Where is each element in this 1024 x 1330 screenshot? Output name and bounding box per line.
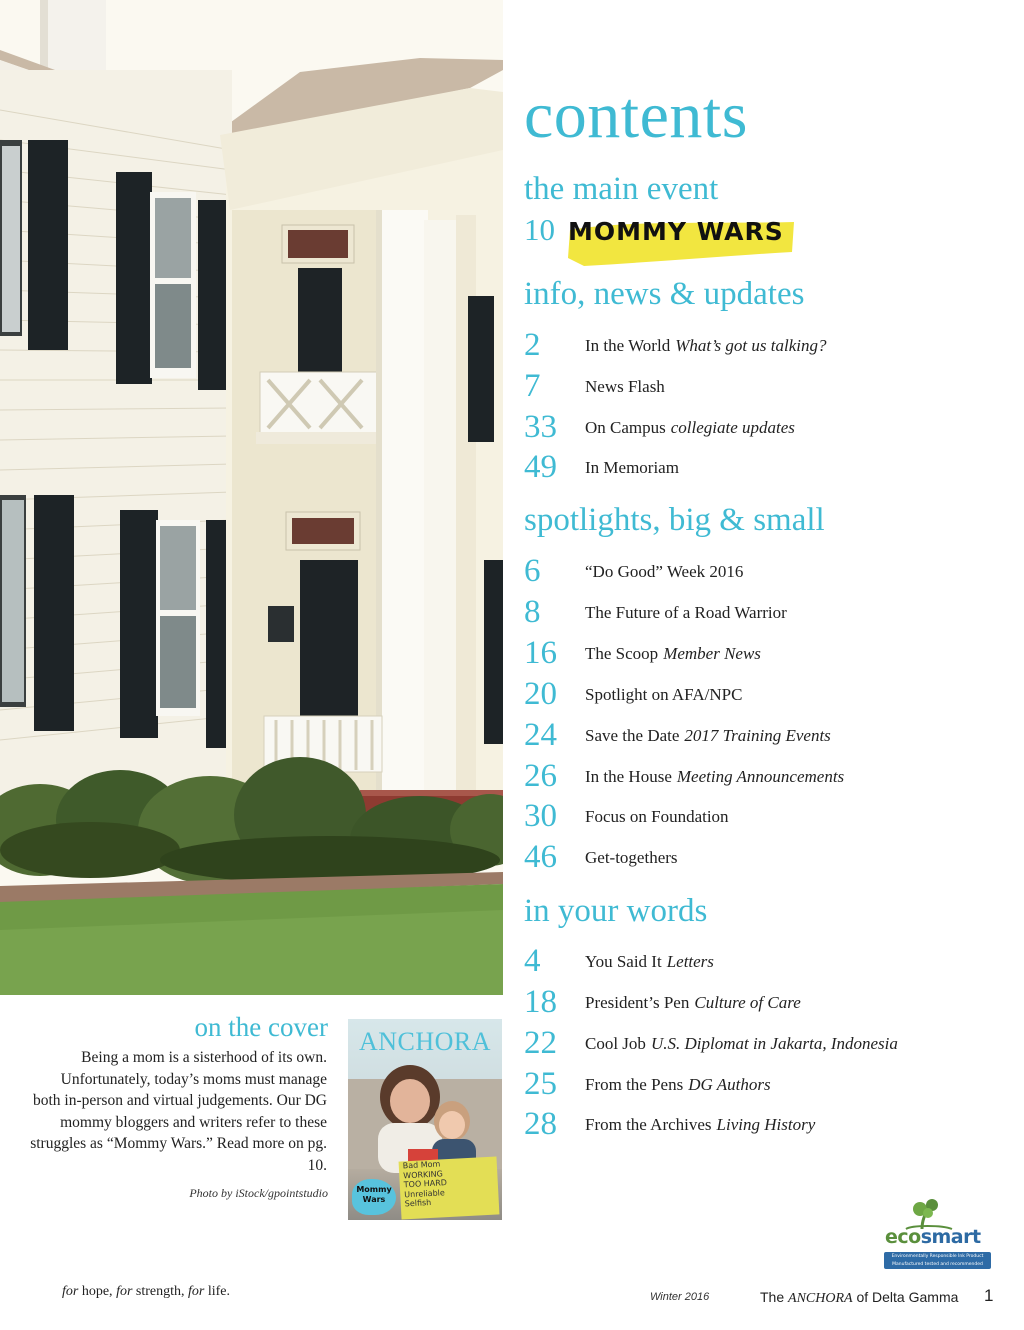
ecosmart-word-part1: eco (885, 1226, 921, 1248)
toc-entry[interactable] (524, 941, 994, 981)
tagline-for: for (62, 1284, 79, 1299)
page-number: 49 (524, 449, 557, 485)
entry-subtitle: Living History (716, 1115, 816, 1134)
toc-entry[interactable] (524, 447, 994, 487)
entry-title: You Said It (585, 952, 662, 971)
section-heading-info: info, news & updates (524, 276, 805, 312)
toc-entry[interactable] (524, 837, 994, 877)
page-number: 22 (524, 1025, 557, 1061)
page-number: 25 (524, 1066, 557, 1102)
ecosmart-caption-line2: Manufactured tested and recommended (892, 1262, 983, 1267)
entry-title: In the World (585, 336, 671, 355)
contents-title: contents (524, 79, 748, 152)
magazine-name: ANCHORA (788, 1291, 853, 1306)
toc-entry[interactable] (524, 674, 994, 714)
toc-entry[interactable] (524, 982, 994, 1022)
ecosmart-wordmark (885, 1226, 981, 1248)
page-number: 4 (524, 943, 541, 979)
magazine-rest: of Delta Gamma (852, 1289, 959, 1305)
entry-title: President’s Pen (585, 993, 690, 1012)
page-number: 7 (524, 368, 541, 404)
page-number: 6 (524, 553, 541, 589)
entry-title: The Future of a Road Warrior (585, 603, 787, 622)
on-the-cover-text: Being a mom is a sisterhood of its own. Unfortunately, today’s moms must manage both in-person and virtual judgements. Our DG mommy bloggers and writers refer to these struggles as “Mommy Wars.” Read more on pg. 10. (30, 1049, 327, 1174)
entry-subtitle: collegiate updates (670, 418, 795, 437)
page-number: 8 (524, 594, 541, 630)
entry-title: In the House (585, 767, 672, 786)
cover-word: TOO HARD (403, 1178, 448, 1190)
cover-masthead: ANCHORA (358, 1027, 492, 1056)
page-number: 2 (524, 327, 541, 363)
page-number: 33 (524, 409, 557, 445)
entry-title: Save the Date (585, 726, 680, 745)
entry-title: On Campus (585, 418, 666, 437)
entry-title: News Flash (585, 377, 665, 396)
photo-credit: Photo by iStock/gpointstudio (189, 1186, 328, 1200)
entry-subtitle: DG Authors (688, 1075, 771, 1094)
entry-title: Focus on Foundation (585, 807, 729, 826)
cover-badge-line2: Wars (362, 1195, 386, 1204)
ecosmart-caption (884, 1252, 991, 1269)
entry-subtitle: Meeting Announcements (676, 767, 845, 786)
page-number: 16 (524, 635, 557, 671)
main-event-heading: the main event (524, 171, 719, 207)
cover-word-collage (399, 1156, 500, 1219)
footer-issue: Winter 2016 (650, 1291, 710, 1303)
toc-entry[interactable] (524, 796, 994, 836)
entry-subtitle: Culture of Care (694, 993, 801, 1012)
entry-title: In Memoriam (585, 458, 679, 477)
page-number: 28 (524, 1106, 557, 1142)
house-photo (0, 0, 503, 995)
toc-entry[interactable] (524, 715, 994, 755)
toc-entry[interactable] (524, 1104, 994, 1144)
page-number: 46 (524, 839, 557, 875)
entry-subtitle: Letters (666, 952, 714, 971)
entry-title: The Scoop (585, 644, 659, 663)
toc-entry[interactable] (524, 551, 994, 591)
ecosmart-caption-line1: Environmentally Responsible Ink Product (891, 1254, 984, 1259)
entry-subtitle: What’s got us talking? (675, 336, 827, 355)
page-number: 30 (524, 798, 557, 834)
house-illustration (0, 0, 503, 995)
main-event-page-number: 10 (524, 212, 555, 247)
page-number: 20 (524, 676, 557, 712)
entry-subtitle: 2017 Training Events (684, 726, 831, 745)
page-number: 24 (524, 717, 557, 753)
entry-subtitle: Member News (663, 644, 761, 663)
entry-title: Get-togethers (585, 848, 678, 867)
toc-entry[interactable] (524, 592, 994, 632)
on-the-cover-heading: on the cover (194, 1012, 328, 1042)
entry-title: Cool Job (585, 1034, 646, 1053)
page-number: 26 (524, 758, 557, 794)
ecosmart-word-part2: smart (920, 1226, 981, 1248)
entry-subtitle: U.S. Diplomat in Jakarta, Indonesia (650, 1034, 898, 1053)
main-event-title: MOMMY WARS (568, 217, 784, 246)
tagline-word: life. (204, 1284, 231, 1299)
page-number: 18 (524, 984, 557, 1020)
section-heading-spotlights: spotlights, big & small (524, 502, 825, 538)
cover-word: Selfish (404, 1197, 432, 1209)
section-heading-words: in your words (524, 893, 708, 929)
entry-title: From the Pens (585, 1075, 684, 1094)
entry-title: From the Archives (585, 1115, 712, 1134)
toc-entry[interactable] (524, 366, 994, 406)
entry-title: Spotlight on AFA/NPC (585, 685, 743, 704)
entry-title: “Do Good” Week 2016 (585, 562, 744, 581)
toc-entry[interactable] (524, 325, 994, 365)
cover-word: Unreliable (404, 1187, 445, 1199)
footer-magazine (760, 1289, 958, 1307)
toc-entry[interactable] (524, 756, 994, 796)
tagline-for: for (188, 1284, 205, 1299)
toc-entry[interactable] (524, 407, 994, 447)
ecosmart-logo (882, 1199, 993, 1271)
footer-tagline (62, 1284, 230, 1300)
cover-word: WORKING (403, 1168, 444, 1180)
toc-entry[interactable] (524, 1023, 994, 1063)
toc-entry[interactable] (524, 1064, 994, 1104)
page-number-footer: 1 (984, 1286, 994, 1305)
tagline-for: for (116, 1284, 133, 1299)
tagline-word: strength, (132, 1284, 189, 1299)
main-event-entry[interactable] (524, 212, 844, 252)
toc-entry[interactable] (524, 633, 994, 673)
tagline-word: hope, (78, 1284, 117, 1299)
cover-badge (352, 1179, 396, 1215)
cover-word: Bad Mom (402, 1159, 441, 1171)
magazine-the: The (760, 1289, 789, 1305)
cover-badge-line1: Mommy (356, 1185, 392, 1194)
cover-thumbnail[interactable] (348, 1019, 502, 1220)
